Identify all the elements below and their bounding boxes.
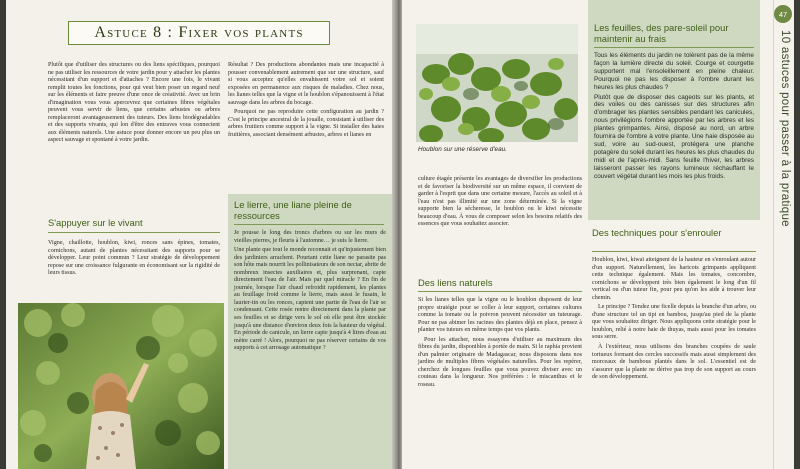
vivant-heading: S'appuyer sur le vivant xyxy=(48,217,143,228)
lierre-text xyxy=(234,230,386,355)
vivant-paragraph: Vigne, chaillotte, houblon, kiwi, ronces sans épines, tomates, cornichons, autant de plantes nécessitant des supports pour se développer. Leur point commun ? Leur stratégie de développement repose sur une croissance fulgurante en économisant sur la rigidité de leurs tissus. xyxy=(48,240,220,277)
col2-paragraph-2: Pourquoi ne pas reproduire cette configuration au jardin ? C'est le principe ancestral de la joualle, consistant à utiliser des arbres fruitiers comme support à la vigne. Si installer des haies fruitières, associant densément arbustes, arbres et lianes en xyxy=(228,109,384,138)
feuilles-heading: Les feuilles, des pare-soleil pour maintenir au frais xyxy=(594,22,729,44)
liens-rule xyxy=(418,291,582,292)
techniques-paragraph-2: Le principe ? Tendez une ficelle depuis la branche d'un arbre, ou d'une structure tel un tipi en bambou, jusqu'au pied de la plante que vous souhaitez diriger. Nous appliquons cette stratégie pour le houblon, relié à notre haie de thuyas, mais aussi pour les tomates sous serre. xyxy=(592,304,756,341)
chapter-title: Astuce 8 : Fixer vos plants xyxy=(94,24,304,41)
col2-intro xyxy=(228,62,384,141)
liens-paragraph-1: Si les lianes telles que la vigne ou le houblon disposent de leur propre stratégie pour se coller à leur support, certaines cultures comme la tomate ou le poivron peuvent nécessiter un tuteurage. Pour ne pas abimer les racines des plantes déjà en place, pensez à planter vos tuteurs en même temps que vos plants. xyxy=(418,297,582,334)
vivant-text xyxy=(48,240,220,280)
chapter-title-box xyxy=(68,21,330,45)
side-tab-text: 10 astuces pour passer à la pratique xyxy=(779,30,791,227)
intro-text xyxy=(48,62,220,147)
child-garden-photo xyxy=(18,303,224,469)
col2-paragraph-1: Résultat ? Des productions abondantes mais une incapacité à pousser convenablement autrement que sur une structure, sauf si vous acceptez qu'elles envahissent votre sol et soient exposées en permanence aux risques de maladies. Chez nous, les lianes telles que la vigne et le houblon s'épanouissent à l'état sauvage dans les arbres du bocage. xyxy=(228,62,384,106)
vivant-rule xyxy=(48,232,220,233)
feuilles-paragraph-2: Plutôt que de disposer des cageots sur les plants, et des voiles ou des canisses sur des structures afin d'ombrager les plantes sensibles pendant les canicules, nous privilégions l'ombre apportée par les arbres et les plantes grimpantes. Ainsi, disposé au nord, un arbre fournira de l'ombre à votre plante. Une haie disposée au sud, voire au sud-ouest, protégera une planche potagère du soleil durant les heures les plus chaudes du midi et de l'après-midi. Sans feuille l'hiver, les arbres laisseront passer les rayons lumineux réchauffant le couvert végétal durant les mois les plus froids. xyxy=(594,93,754,180)
lierre-box xyxy=(228,194,394,469)
right-col1-paragraph: culture étagée présente les avantages de diversifier les productions et de favoriser la biodiversité sur un même espace, il convient de garder à l'esprit que dans une certaine mesure, l'accès au soleil et à l'eau n'est pas illimité sur une zone déterminée. Si la vigne supporte bien la sécheresse, le houblon ou le kiwi nécessite beaucoup d'eau. À vous de composer selon les besoins relatifs des essences que vous souhaitez associer. xyxy=(418,176,582,228)
feuilles-text xyxy=(594,52,754,183)
techniques-rule xyxy=(592,251,756,252)
liens-text xyxy=(418,297,582,392)
lierre-paragraph-1: Je pousse le long des troncs d'arbres ou sur les murs de vieilles pierres, je fleuris à l'automne… je suis le lierre. xyxy=(234,230,386,244)
feuilles-box xyxy=(588,0,760,220)
page-number: 47 xyxy=(774,5,792,23)
side-tab xyxy=(773,0,794,469)
intro-paragraph: Plutôt que d'utiliser des structures ou des liens spécifiques, pourquoi ne pas utiliser les ressources de votre jardin pour y attacher les plantes nécessitant d'un support et d'attaches ? Encore une fois, le vivant remplit toutes les fonctions, pour qui veut bien poser un regard neuf sur les éléments et faire preuve d'une once de créativité. Avec un brin d'imagination vous vous apercevrez que certaines fibres végétales peuvent vous servir de liens, que certains arbustes ou arbres remplaceront avantageusement des tuteurs. Des liens biodégradables et des supports vivants, qui lon d'être des entraves vous connectent aux éléments naturels. Une astuce pour donner encore un peu plus un aspect sauvage et spontané à votre jardin. xyxy=(48,62,220,144)
lierre-heading: Le lierre, une liane pleine de ressources xyxy=(234,199,352,221)
techniques-heading: Des techniques pour s'enrouler xyxy=(592,227,722,238)
techniques-text xyxy=(592,257,756,384)
right-col1-text xyxy=(418,176,582,231)
left-page xyxy=(6,0,394,469)
liens-paragraph-2: Pour les attacher, nous essayons d'utiliser au maximum des fibres du jardin, disponibles à portée de main. Si le raphia provient d'un palmier originaire de Madagascar, nous disposons dans nos jardins de multiples fibres végétales naturelles. Pour les repérer, cherchez de longues feuilles que vous pouvez diviser avec un couteau dans la longueur. Nos préférées : le miscanthus et le roseau. xyxy=(418,336,582,389)
techniques-paragraph-1: Houblon, kiwi, kiwaï atteignent de la hauteur en s'enroulant autour d'un support. Naturellement, les haricots grimpants appliquent cette technique également. Mais les tomates, concombre, cornichons se développent très bien également le long d'un fil vertical ou d'un tuteur fin, pour peu qu'on les aide à trouver leur chemin. xyxy=(592,257,756,301)
feuilles-rule xyxy=(594,47,754,48)
photo-caption: Houblon sur une réserve d'eau. xyxy=(418,146,507,153)
lierre-rule xyxy=(234,224,384,225)
hop-illustration xyxy=(416,24,578,142)
lierre-paragraph-2: Une plante que tout le monde reconnait et qu'injustement bien des jardiniers arrachent. Pourtant cette liane ne parasite pas son hôte mais nourrit les pollinisateurs de son nectar, abrite de nombreux insectes auxiliaires et, plus surprenant, capte directement l'eau de l'air. Mais par quel miracle ? En fin de journée, lorsque l'air chaud refroidit rapidement, les plantes au feuillage froid comme le lierre, mais aussi le fusain, le laurier-tin ou les ronces, captent une partie de l'eau de l'air se condensant. Cette rosée rentre directement dans la plante par ses feuilles et se dirige vers le sol où elle peut être stockée jusqu'à une distance d'environ deux fois la hauteur du végétal. En période de canicule, un lierre capte jusqu'à 4 litres d'eau au mètre carré ! Alors, pourquoi ne pas réserver certains de vos supports à cet arrosage automatique ? xyxy=(234,247,386,352)
techniques-paragraph-3: À l'extérieur, nous utilisons des branches coupées de saule tortueux formant des cercles successifs mais aussi simplement des morceaux de bambous plantés dans le sol. L'essentiel est de s'assurer que la plante ne dérive pas trop de son support au cours de son développement. xyxy=(592,344,756,381)
liens-heading: Des liens naturels xyxy=(418,277,493,288)
hop-photo xyxy=(416,24,578,142)
child-garden-illustration xyxy=(18,303,224,469)
right-page xyxy=(402,0,794,469)
feuilles-paragraph-1: Tous les éléments du jardin ne tolèrent pas de la même façon la lumière directe du soleil. Courge et courgette supportent mal l'ensoleillement en pleine chaleur. Pourquoi ne pas les disposer à l'ombre durant les heures les plus chaudes ? xyxy=(594,52,754,91)
